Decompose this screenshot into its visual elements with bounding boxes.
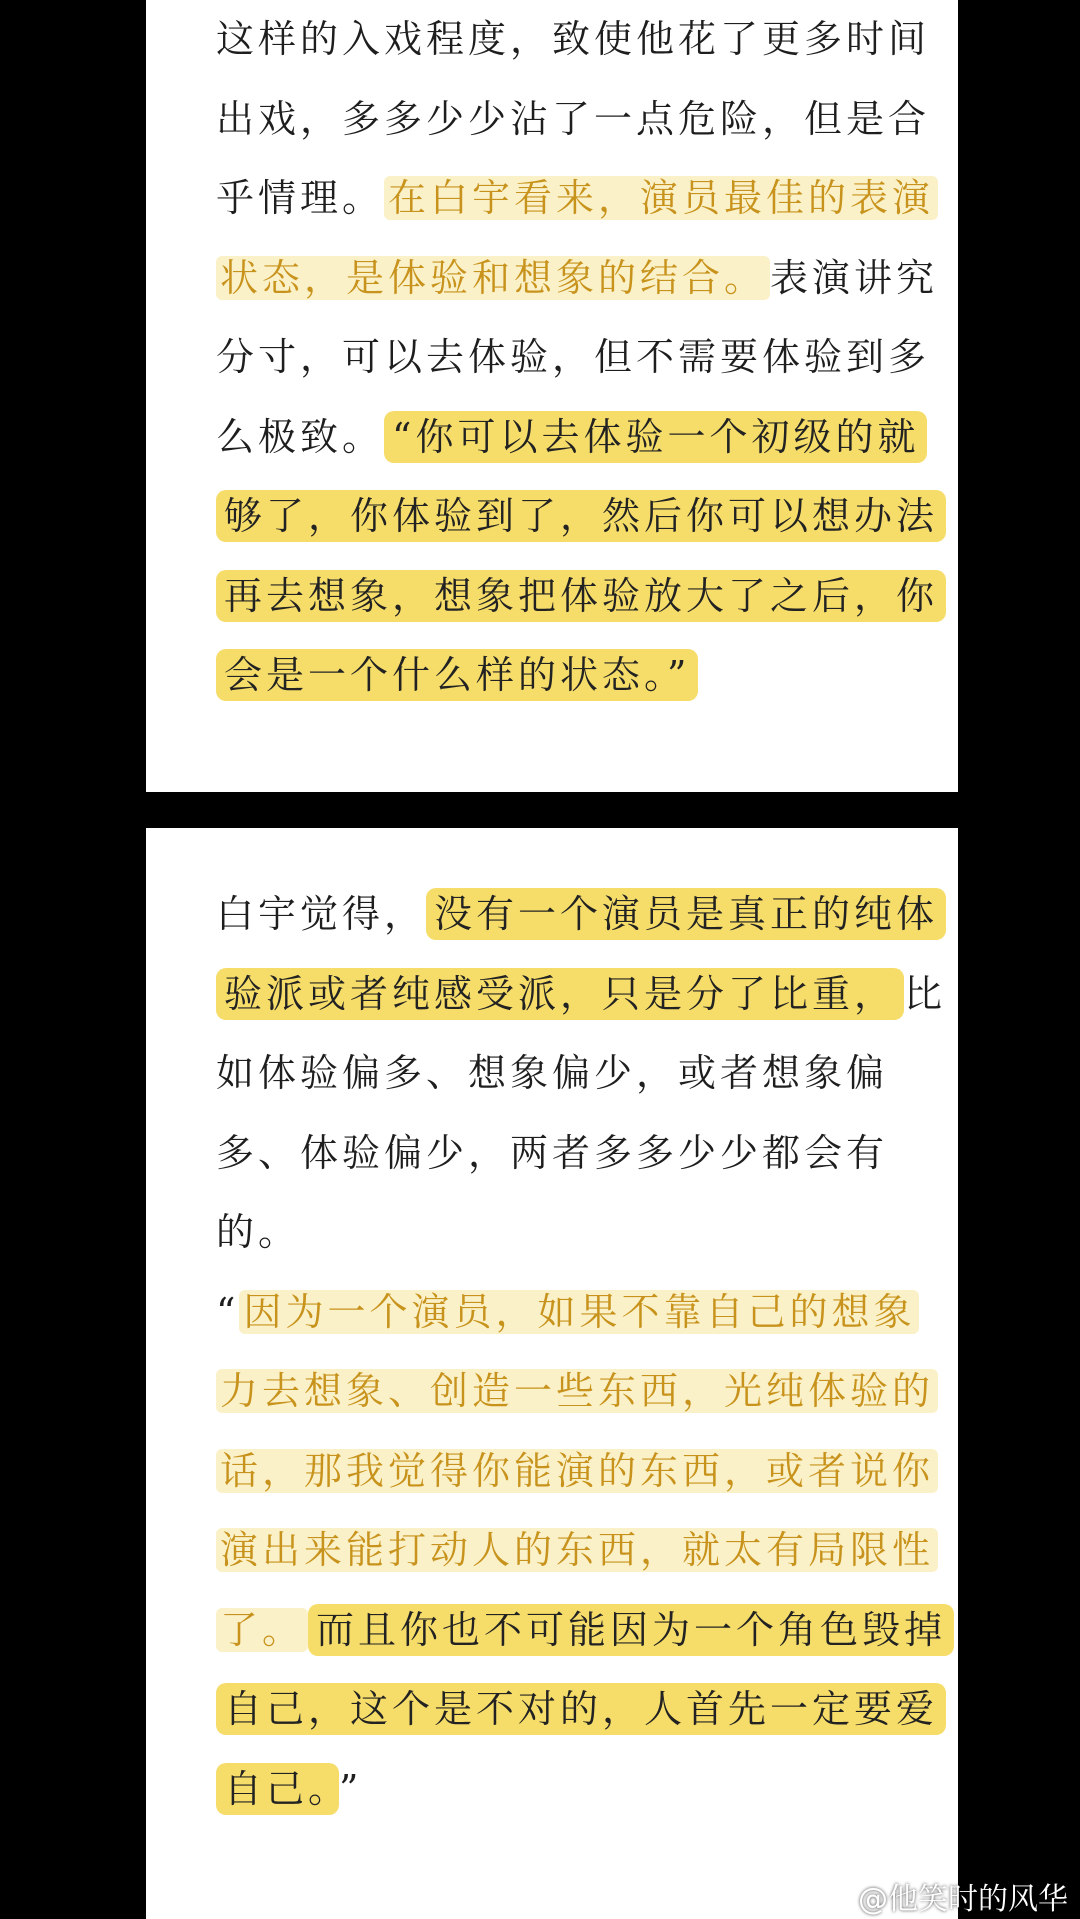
text-line: [216, 884, 946, 944]
text-line: [216, 248, 938, 308]
text-segment: 多、体验偏少，两者多多少少都会有: [216, 1130, 889, 1175]
text-highlight: 话，那我觉得你能演的东西，或者说你: [216, 1449, 938, 1493]
text-segment: 表演讲究: [770, 255, 939, 300]
text-highlight: 在白宇看来，演员最佳的表演: [384, 176, 938, 220]
watermark-text: @他笑时的风华: [858, 1882, 1068, 1917]
marker-highlight: 自己，这个是不对的，人首先一定要爱: [216, 1683, 946, 1735]
text-segment: 比: [904, 971, 947, 1016]
watermark: [814, 1874, 1068, 1918]
marker-highlight: 没有一个演员是真正的纯体: [426, 888, 946, 940]
text-highlight: 因为一个演员，如果不靠自己的想象: [239, 1290, 919, 1334]
text-highlight: 力去想象、创造一些东西，光纯体验的: [216, 1369, 938, 1413]
text-page-bottom: [146, 828, 958, 1919]
text-line: [216, 486, 946, 546]
text-highlight: 了。: [216, 1608, 308, 1652]
text-segment: 这样的入戏程度，致使他花了更多时间: [216, 17, 931, 61]
marker-highlight: 够了，你体验到了，然后你可以想办法: [216, 490, 946, 542]
text-segment: “: [216, 1289, 240, 1334]
text-line: [216, 1361, 938, 1421]
text-line: [216, 1123, 888, 1183]
text-line: [216, 407, 927, 467]
text-line: [216, 1600, 954, 1660]
text-line: [216, 168, 938, 228]
text-segment: 出戏，多多少少沾了一点危险，但是合: [216, 96, 931, 141]
text-segment: 么极致。: [216, 414, 385, 459]
text-highlight: 状态，是体验和想象的结合。: [216, 256, 770, 300]
marker-highlight: 再去想象，想象把体验放大了之后，你: [216, 570, 946, 622]
text-line: [216, 1679, 946, 1739]
text-segment: 如体验偏多、想象偏少，或者想象偏: [216, 1051, 889, 1095]
text-line: [216, 1520, 938, 1580]
marker-highlight: 自己。: [216, 1763, 339, 1815]
text-highlight: 演出来能打动人的东西，就太有局限性: [216, 1528, 938, 1572]
text-line: [216, 1759, 362, 1819]
text-segment: 白宇觉得，: [216, 892, 427, 936]
marker-highlight: 会是一个什么样的状态。”: [216, 649, 698, 701]
text-line: [216, 1282, 919, 1342]
text-segment: 分寸，可以去体验，但不需要体验到多: [216, 335, 931, 379]
text-line: [216, 1202, 300, 1262]
marker-highlight: 而且你也不可能因为一个角色毁掉: [308, 1604, 954, 1656]
text-segment: 的。: [216, 1210, 301, 1254]
text-line: [216, 645, 698, 705]
marker-highlight: “你可以去体验一个初级的就: [384, 411, 927, 463]
text-line: [216, 964, 946, 1024]
text-segment: 乎情理。: [216, 176, 385, 220]
text-line: [216, 1441, 938, 1501]
text-line: [216, 1043, 888, 1103]
text-line: [216, 89, 930, 149]
text-page-top: [146, 0, 958, 792]
marker-highlight: 验派或者纯感受派，只是分了比重，: [216, 968, 904, 1020]
text-line: [216, 327, 930, 387]
text-line: [216, 566, 946, 626]
weibo-logo-icon: [814, 1880, 852, 1912]
text-line: [216, 9, 930, 69]
text-segment: ”: [339, 1766, 363, 1811]
